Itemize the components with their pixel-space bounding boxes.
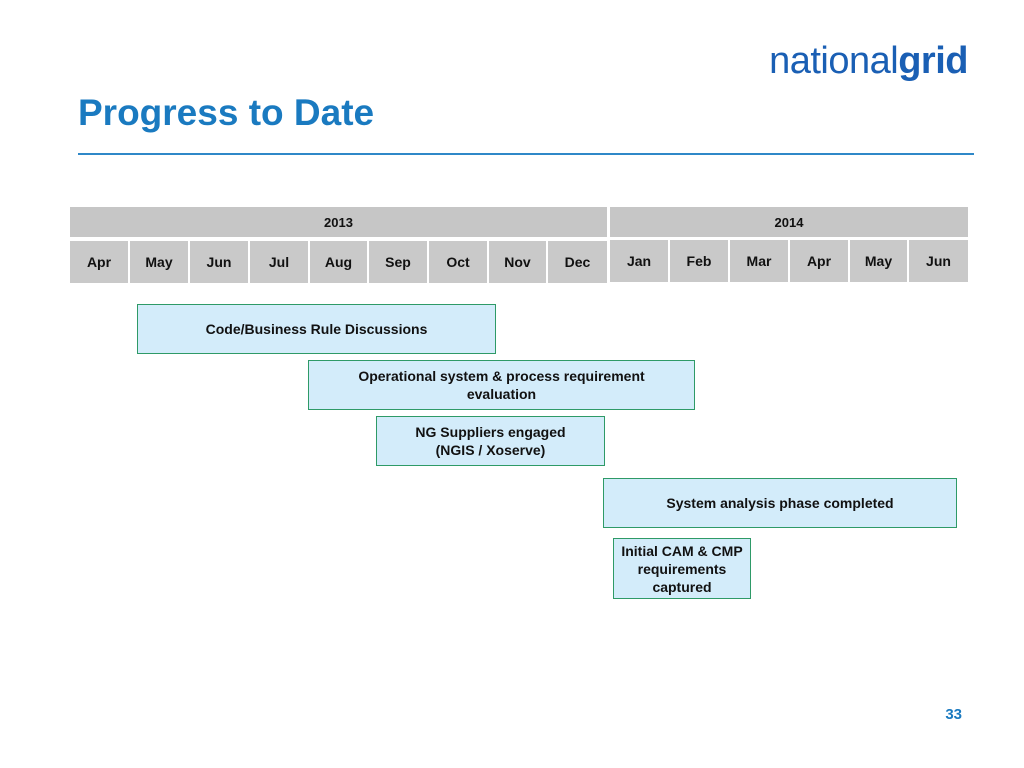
logo-text-bold: grid xyxy=(898,40,968,82)
month-cell: Jun xyxy=(190,241,248,283)
page-title: Progress to Date xyxy=(78,92,375,133)
year-header-2014: 2014 xyxy=(610,207,968,237)
year-header-2013: 2013 xyxy=(70,207,607,237)
month-cell: Nov xyxy=(489,241,546,283)
task-bar-operational-requirements: Operational system & process requirement evaluation xyxy=(308,360,695,410)
month-cell: May xyxy=(130,241,188,283)
page-number: 33 xyxy=(945,706,962,723)
month-cell: Jul xyxy=(250,241,308,283)
month-cell: Aug xyxy=(310,241,367,283)
task-bar-ng-suppliers: NG Suppliers engaged (NGIS / Xoserve) xyxy=(376,416,605,466)
month-cell: Apr xyxy=(790,240,848,282)
logo-text-light: national xyxy=(769,40,899,82)
month-cell: Dec xyxy=(548,241,607,283)
month-cell: Oct xyxy=(429,241,487,283)
title-divider xyxy=(78,153,974,155)
task-bar-initial-cam-cmp: Initial CAM & CMP requirements captured xyxy=(613,538,751,599)
task-bar-system-analysis: System analysis phase completed xyxy=(603,478,957,528)
task-bar-code-business-rules: Code/Business Rule Discussions xyxy=(137,304,496,354)
month-cell: May xyxy=(850,240,907,282)
month-cell: Jun xyxy=(909,240,968,282)
month-cell: Feb xyxy=(670,240,728,282)
month-cell: Sep xyxy=(369,241,427,283)
month-cell: Mar xyxy=(730,240,788,282)
month-cell: Apr xyxy=(70,241,128,283)
month-cell: Jan xyxy=(610,240,668,282)
nationalgrid-logo xyxy=(769,40,968,83)
